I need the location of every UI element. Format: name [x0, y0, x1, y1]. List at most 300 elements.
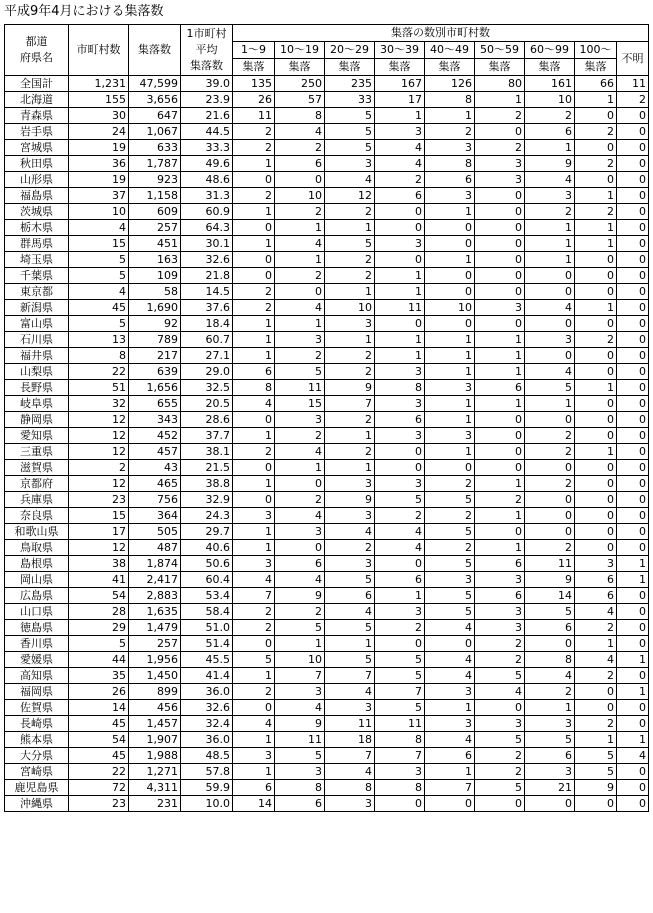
- bin-count-cell: 4: [275, 236, 325, 252]
- average-cell: 29.0: [181, 364, 233, 380]
- bin-count-cell: 0: [617, 332, 649, 348]
- bin-count-cell: 0: [425, 236, 475, 252]
- average-cell: 41.4: [181, 668, 233, 684]
- table-row: [5, 300, 649, 316]
- bin-count-cell: 3: [375, 236, 425, 252]
- bin-count-cell: 0: [575, 316, 617, 332]
- bin-count-cell: 4: [525, 668, 575, 684]
- municipalities-cell: 14: [69, 700, 129, 716]
- bin-count-cell: 5: [575, 764, 617, 780]
- bin-count-cell: 0: [375, 220, 425, 236]
- bin-count-cell: 0: [617, 204, 649, 220]
- bin-count-cell: 1: [233, 764, 275, 780]
- prefecture-cell: 茨城県: [5, 204, 69, 220]
- bin-count-cell: 0: [425, 284, 475, 300]
- bin-count-cell: 2: [275, 348, 325, 364]
- bin-unit-label: 集落: [275, 59, 325, 76]
- bin-count-cell: 4: [375, 140, 425, 156]
- table-row: [5, 492, 649, 508]
- bin-count-cell: 11: [275, 380, 325, 396]
- prefecture-cell: 福島県: [5, 188, 69, 204]
- settlements-cell: 1,874: [129, 556, 181, 572]
- settlements-cell: 1,656: [129, 380, 181, 396]
- bin-count-cell: 1: [275, 316, 325, 332]
- bin-count-cell: 4: [325, 604, 375, 620]
- bin-count-cell: 0: [475, 284, 525, 300]
- bin-unit-label: 集落: [233, 59, 275, 76]
- bin-count-cell: 3: [425, 716, 475, 732]
- table-row: [5, 428, 649, 444]
- municipalities-cell: 24: [69, 124, 129, 140]
- prefecture-cell: 滋賀県: [5, 460, 69, 476]
- bin-count-cell: 0: [617, 764, 649, 780]
- bin-count-cell: 0: [617, 604, 649, 620]
- bin-count-cell: 14: [525, 588, 575, 604]
- municipalities-cell: 19: [69, 172, 129, 188]
- bin-count-cell: 1: [575, 300, 617, 316]
- bin-count-cell: 0: [475, 524, 525, 540]
- bin-unit-label: 集落: [425, 59, 475, 76]
- table-row: [5, 764, 649, 780]
- average-cell: 20.5: [181, 396, 233, 412]
- bin-count-cell: 7: [275, 668, 325, 684]
- average-cell: 31.3: [181, 188, 233, 204]
- bin-count-cell: 7: [375, 748, 425, 764]
- prefecture-cell: 三重県: [5, 444, 69, 460]
- bin-count-cell: 0: [575, 172, 617, 188]
- bin-count-cell: 0: [575, 796, 617, 812]
- prefecture-cell: 愛媛県: [5, 652, 69, 668]
- table-row: [5, 652, 649, 668]
- prefecture-cell: 栃木県: [5, 220, 69, 236]
- bin-count-cell: 33: [325, 92, 375, 108]
- municipalities-cell: 41: [69, 572, 129, 588]
- bin-count-cell: 0: [617, 508, 649, 524]
- bin-count-cell: 1: [475, 396, 525, 412]
- average-cell: 10.0: [181, 796, 233, 812]
- bin-count-cell: 0: [475, 428, 525, 444]
- bin-count-cell: 7: [325, 748, 375, 764]
- bin-count-cell: 8: [233, 380, 275, 396]
- bin-count-cell: 3: [475, 300, 525, 316]
- bin-count-cell: 6: [375, 412, 425, 428]
- average-cell: 64.3: [181, 220, 233, 236]
- bin-count-cell: 4: [233, 396, 275, 412]
- bin-count-cell: 7: [325, 668, 375, 684]
- bin-count-cell: 18: [325, 732, 375, 748]
- table-row: [5, 156, 649, 172]
- bin-count-cell: 0: [375, 796, 425, 812]
- bin-count-cell: 1: [575, 236, 617, 252]
- bin-count-cell: 0: [575, 476, 617, 492]
- bin-count-cell: 0: [425, 460, 475, 476]
- bin-group-header: 集落の数別市町村数: [233, 25, 649, 42]
- prefecture-cell: 富山県: [5, 316, 69, 332]
- table-row: [5, 508, 649, 524]
- average-cell: 21.8: [181, 268, 233, 284]
- bin-count-cell: 2: [375, 620, 425, 636]
- bin-count-cell: 1: [275, 252, 325, 268]
- bin-count-cell: 2: [475, 140, 525, 156]
- prefecture-cell: 静岡県: [5, 412, 69, 428]
- average-cell: 24.3: [181, 508, 233, 524]
- bin-count-cell: 1: [475, 348, 525, 364]
- settlements-cell: 109: [129, 268, 181, 284]
- average-cell: 38.8: [181, 476, 233, 492]
- bin-count-cell: 3: [375, 428, 425, 444]
- bin-count-cell: 2: [275, 268, 325, 284]
- bin-count-cell: 1: [425, 764, 475, 780]
- bin-count-cell: 3: [233, 556, 275, 572]
- bin-count-cell: 3: [475, 716, 525, 732]
- bin-count-cell: 9: [275, 588, 325, 604]
- bin-count-cell: 5: [325, 572, 375, 588]
- bin-count-cell: 5: [325, 652, 375, 668]
- bin-count-cell: 1: [233, 156, 275, 172]
- municipalities-cell: 72: [69, 780, 129, 796]
- bin-count-cell: 2: [233, 140, 275, 156]
- bin-count-cell: 5: [425, 604, 475, 620]
- municipalities-cell: 51: [69, 380, 129, 396]
- municipalities-cell: 12: [69, 540, 129, 556]
- bin-count-cell: 5: [275, 748, 325, 764]
- average-header-line1: 1市町村: [186, 27, 227, 40]
- bin-count-cell: 2: [233, 620, 275, 636]
- bin-count-cell: 66: [575, 76, 617, 92]
- bin-count-cell: 1: [233, 316, 275, 332]
- bin-count-cell: 2: [233, 300, 275, 316]
- bin-count-cell: 2: [375, 172, 425, 188]
- average-cell: 23.9: [181, 92, 233, 108]
- average-cell: 58.4: [181, 604, 233, 620]
- table-body: [5, 76, 649, 812]
- bin-count-cell: 2: [325, 364, 375, 380]
- prefecture-cell: 青森県: [5, 108, 69, 124]
- bin-count-cell: 1: [375, 588, 425, 604]
- table-row: [5, 124, 649, 140]
- bin-count-cell: 1: [425, 364, 475, 380]
- bin-count-cell: 3: [475, 604, 525, 620]
- bin-count-cell: 167: [375, 76, 425, 92]
- bin-count-cell: 0: [475, 444, 525, 460]
- bin-count-cell: 1: [233, 428, 275, 444]
- bin-count-cell: 0: [617, 396, 649, 412]
- prefecture-cell: 群馬県: [5, 236, 69, 252]
- bin-count-cell: 9: [525, 156, 575, 172]
- bin-count-cell: 0: [233, 492, 275, 508]
- bin-count-cell: 5: [425, 556, 475, 572]
- bin-unit-label: 集落: [325, 59, 375, 76]
- bin-count-cell: 21: [525, 780, 575, 796]
- settlements-cell: 47,599: [129, 76, 181, 92]
- bin-count-cell: 5: [525, 732, 575, 748]
- average-cell: 32.4: [181, 716, 233, 732]
- settlements-cell: 487: [129, 540, 181, 556]
- bin-count-cell: 4: [275, 700, 325, 716]
- bin-count-cell: 1: [525, 140, 575, 156]
- bin-count-cell: 80: [475, 76, 525, 92]
- table-row: [5, 668, 649, 684]
- bin-count-cell: 0: [617, 588, 649, 604]
- table-row: [5, 332, 649, 348]
- bin-unit-label: 集落: [525, 59, 575, 76]
- bin-count-cell: 11: [617, 76, 649, 92]
- bin-count-cell: 12: [325, 188, 375, 204]
- bin-count-cell: 9: [275, 716, 325, 732]
- bin-count-cell: 1: [575, 732, 617, 748]
- bin-count-cell: 2: [325, 348, 375, 364]
- bin-count-cell: 4: [475, 684, 525, 700]
- average-header: [181, 25, 233, 76]
- bin-count-cell: 2: [325, 444, 375, 460]
- bin-count-cell: 1: [275, 220, 325, 236]
- table-row: [5, 268, 649, 284]
- bin-count-cell: 0: [425, 316, 475, 332]
- average-cell: 37.7: [181, 428, 233, 444]
- bin-count-cell: 0: [575, 140, 617, 156]
- bin-count-cell: 0: [617, 540, 649, 556]
- bin-count-cell: 0: [617, 796, 649, 812]
- bin-count-cell: 9: [525, 572, 575, 588]
- bin-count-cell: 2: [525, 204, 575, 220]
- municipalities-cell: 29: [69, 620, 129, 636]
- bin-count-cell: 0: [575, 524, 617, 540]
- bin-count-cell: 4: [375, 524, 425, 540]
- bin-count-cell: 1: [575, 444, 617, 460]
- bin-count-cell: 1: [425, 412, 475, 428]
- bin-count-cell: 0: [617, 668, 649, 684]
- bin-count-cell: 0: [617, 364, 649, 380]
- bin-count-cell: 5: [325, 620, 375, 636]
- settlements-cell: 609: [129, 204, 181, 220]
- bin-count-cell: 2: [233, 188, 275, 204]
- settlements-cell: 1,907: [129, 732, 181, 748]
- bin-count-cell: 0: [617, 252, 649, 268]
- bin-count-cell: 0: [233, 412, 275, 428]
- bin-count-cell: 1: [425, 444, 475, 460]
- bin-count-cell: 1: [325, 428, 375, 444]
- bin-count-cell: 1: [325, 220, 375, 236]
- bin-count-cell: 0: [617, 476, 649, 492]
- table-row: [5, 220, 649, 236]
- bin-count-cell: 5: [425, 524, 475, 540]
- municipalities-cell: 8: [69, 348, 129, 364]
- bin-count-cell: 3: [325, 700, 375, 716]
- bin-count-cell: 1: [233, 668, 275, 684]
- table-row: [5, 556, 649, 572]
- bin-count-cell: 3: [575, 556, 617, 572]
- table-row: [5, 796, 649, 812]
- municipalities-cell: 12: [69, 412, 129, 428]
- bin-count-cell: 6: [233, 780, 275, 796]
- bin-count-cell: 5: [575, 748, 617, 764]
- bin-count-cell: 3: [375, 604, 425, 620]
- municipalities-cell: 5: [69, 636, 129, 652]
- bin-count-cell: 2: [475, 108, 525, 124]
- settlements-header: 集落数: [129, 25, 181, 76]
- bin-count-cell: 1: [575, 380, 617, 396]
- bin-count-cell: 10: [275, 188, 325, 204]
- settlements-cell: 655: [129, 396, 181, 412]
- bin-count-cell: 1: [525, 220, 575, 236]
- bin-count-cell: 0: [525, 636, 575, 652]
- prefecture-header-line1: 都道: [25, 35, 48, 48]
- bin-count-cell: 0: [475, 220, 525, 236]
- settlements-cell: 257: [129, 220, 181, 236]
- bin-count-cell: 2: [475, 748, 525, 764]
- bin-count-cell: 2: [525, 540, 575, 556]
- average-cell: 37.6: [181, 300, 233, 316]
- bin-unit-label: 集落: [475, 59, 525, 76]
- settlements-cell: 465: [129, 476, 181, 492]
- table-row: [5, 540, 649, 556]
- municipalities-cell: 155: [69, 92, 129, 108]
- bin-count-cell: 3: [375, 764, 425, 780]
- settlements-cell: 452: [129, 428, 181, 444]
- bin-count-cell: 8: [425, 156, 475, 172]
- bin-count-cell: 0: [575, 108, 617, 124]
- prefecture-cell: 福岡県: [5, 684, 69, 700]
- bin-count-cell: 2: [575, 204, 617, 220]
- bin-count-cell: 2: [233, 444, 275, 460]
- bin-count-cell: 8: [425, 92, 475, 108]
- bin-count-cell: 2: [375, 508, 425, 524]
- bin-count-cell: 2: [617, 92, 649, 108]
- bin-count-cell: 6: [575, 572, 617, 588]
- table-row: [5, 732, 649, 748]
- municipalities-cell: 15: [69, 236, 129, 252]
- bin-count-cell: 3: [425, 684, 475, 700]
- bin-count-cell: 0: [617, 220, 649, 236]
- bin-count-cell: 2: [325, 540, 375, 556]
- municipalities-cell: 15: [69, 508, 129, 524]
- bin-count-cell: 0: [375, 636, 425, 652]
- bin-count-cell: 0: [575, 492, 617, 508]
- bin-count-cell: 1: [425, 396, 475, 412]
- bin-count-cell: 1: [575, 220, 617, 236]
- bin-count-cell: 3: [325, 316, 375, 332]
- prefecture-cell: 岐阜県: [5, 396, 69, 412]
- settlements-cell: 364: [129, 508, 181, 524]
- table-row: [5, 604, 649, 620]
- bin-count-cell: 3: [425, 572, 475, 588]
- bin-count-cell: 8: [375, 732, 425, 748]
- bin-count-cell: 5: [325, 140, 375, 156]
- bin-count-cell: 4: [617, 748, 649, 764]
- bin-count-cell: 1: [425, 700, 475, 716]
- municipalities-cell: 45: [69, 748, 129, 764]
- bin-count-cell: 0: [475, 188, 525, 204]
- bin-count-cell: 4: [425, 732, 475, 748]
- prefecture-cell: 山形県: [5, 172, 69, 188]
- bin-count-cell: 6: [425, 172, 475, 188]
- bin-count-cell: 5: [375, 492, 425, 508]
- bin-count-cell: 2: [575, 156, 617, 172]
- bin-count-cell: 0: [575, 284, 617, 300]
- bin-count-cell: 1: [425, 252, 475, 268]
- bin-count-cell: 26: [233, 92, 275, 108]
- bin-count-cell: 1: [375, 332, 425, 348]
- prefecture-cell: 高知県: [5, 668, 69, 684]
- settlements-cell: 1,988: [129, 748, 181, 764]
- bin-count-cell: 7: [233, 588, 275, 604]
- bin-header: 50～59: [475, 42, 525, 59]
- bin-count-cell: 2: [275, 204, 325, 220]
- page-title: 平成9年4月における集落数: [4, 4, 164, 19]
- bin-count-cell: 4: [575, 652, 617, 668]
- table-header: [5, 25, 649, 76]
- bin-count-cell: 0: [617, 348, 649, 364]
- municipalities-cell: 5: [69, 316, 129, 332]
- bin-count-cell: 2: [275, 140, 325, 156]
- bin-count-cell: 2: [425, 540, 475, 556]
- bin-count-cell: 5: [475, 732, 525, 748]
- bin-count-cell: 1: [325, 284, 375, 300]
- bin-count-cell: 0: [475, 316, 525, 332]
- settlements-cell: 1,690: [129, 300, 181, 316]
- municipalities-cell: 37: [69, 188, 129, 204]
- average-cell: 18.4: [181, 316, 233, 332]
- bin-count-cell: 3: [375, 476, 425, 492]
- bin-count-cell: 4: [525, 364, 575, 380]
- bin-count-cell: 2: [425, 476, 475, 492]
- prefecture-cell: 全国計: [5, 76, 69, 92]
- bin-count-cell: 0: [617, 284, 649, 300]
- bin-count-cell: 4: [275, 124, 325, 140]
- bin-count-cell: 0: [617, 524, 649, 540]
- municipalities-cell: 35: [69, 668, 129, 684]
- bin-count-cell: 0: [617, 380, 649, 396]
- bin-count-cell: 0: [475, 268, 525, 284]
- average-cell: 60.7: [181, 332, 233, 348]
- table-row: [5, 188, 649, 204]
- bin-count-cell: 4: [275, 300, 325, 316]
- table-row: [5, 700, 649, 716]
- bin-count-cell: 2: [575, 620, 617, 636]
- table-row: [5, 140, 649, 156]
- table-row: [5, 588, 649, 604]
- bin-count-cell: 0: [525, 524, 575, 540]
- bin-count-cell: 0: [233, 636, 275, 652]
- bin-count-cell: 6: [425, 748, 475, 764]
- average-cell: 53.4: [181, 588, 233, 604]
- bin-count-cell: 0: [375, 444, 425, 460]
- bin-count-cell: 0: [525, 348, 575, 364]
- bin-count-cell: 0: [575, 700, 617, 716]
- prefecture-cell: 山口県: [5, 604, 69, 620]
- table-row: [5, 348, 649, 364]
- bin-count-cell: 3: [525, 716, 575, 732]
- bin-count-cell: 0: [617, 636, 649, 652]
- municipalities-cell: 22: [69, 364, 129, 380]
- municipalities-cell: 36: [69, 156, 129, 172]
- prefecture-cell: 奈良県: [5, 508, 69, 524]
- bin-count-cell: 5: [325, 124, 375, 140]
- bin-count-cell: 8: [375, 380, 425, 396]
- prefecture-cell: 香川県: [5, 636, 69, 652]
- bin-count-cell: 3: [425, 428, 475, 444]
- settlements-cell: 647: [129, 108, 181, 124]
- bin-count-cell: 2: [275, 604, 325, 620]
- average-cell: 14.5: [181, 284, 233, 300]
- prefecture-cell: 北海道: [5, 92, 69, 108]
- bin-count-cell: 3: [475, 572, 525, 588]
- bin-count-cell: 5: [275, 364, 325, 380]
- bin-count-cell: 2: [275, 492, 325, 508]
- bin-count-cell: 0: [425, 220, 475, 236]
- prefecture-cell: 岡山県: [5, 572, 69, 588]
- bin-count-cell: 3: [233, 508, 275, 524]
